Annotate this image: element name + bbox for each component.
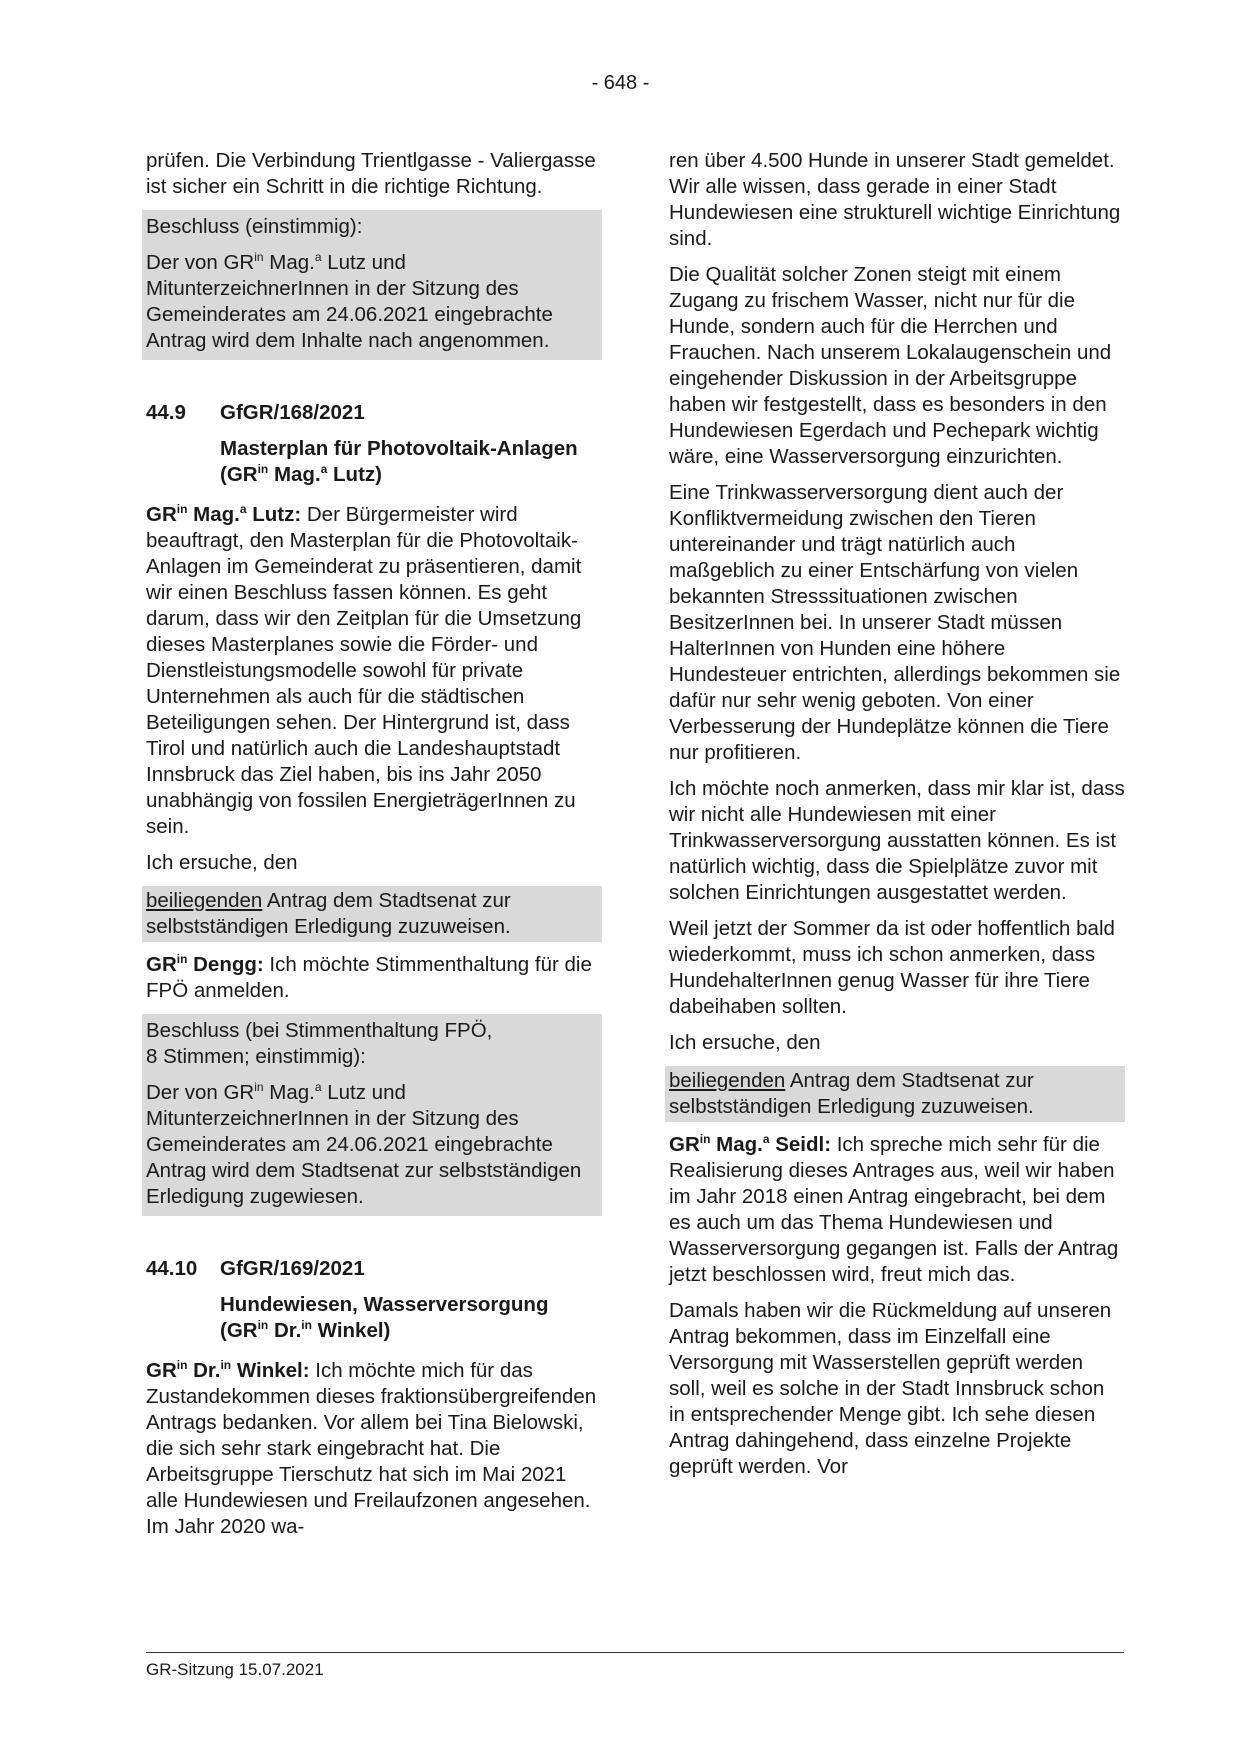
paragraph: Weil jetzt der Sommer da ist oder hoffentlich bald wiederkommt, muss ich schon anmerken, dass HundehalterInnen genug Wasser für ihre Tiere dabeihaben sollten. (669, 917, 1115, 1018)
resolution-title: Beschluss (einstimmig): (146, 215, 363, 238)
paragraph: ren über 4.500 Hunde in unserer Stadt gemeldet. Wir alle wissen, dass gerade in einer Stadt Hundewiesen eine strukturell wichtige Einrichtung sind. (669, 149, 1121, 250)
section-title: Hundewiesen, Wasserversorgung ($GR^{in}$ Dr.$^{in}$ Winkel) (220, 1293, 549, 1342)
section-number: 44.9 (146, 401, 186, 424)
footer-text: GR-Sitzung 15.07.2021 (146, 1660, 324, 1679)
motion-box: beiliegenden Antrag dem Stadtsenat zur selbstständigen Erledigung zuzuweisen. (142, 886, 602, 942)
speech-paragraph: $GR^{in}$ Dengg: Ich möchte Stimmenthaltung für die FPÖ anmelden. (146, 952, 592, 1002)
footer-divider (146, 1652, 1124, 1653)
left-column (146, 148, 602, 1550)
section-title: Masterplan für Photovoltaik-Anlagen ($GR^{in}$ Mag.$^a$ Lutz) (220, 437, 578, 486)
resolution-text: Der von $GR^{in}$ Mag.$^a$ Lutz und MitunterzeichnerInnen in der Sitzung des Gemeinderates am 24.06.2021 eingebrachte Antrag wird dem Stadtsenat zur selbstständigen Erledigung zugewiesen. (146, 1080, 582, 1208)
speaker-name: $GR^{in}$ Dr.$^{in}$ Winkel: (146, 1358, 310, 1382)
section-heading (146, 400, 602, 426)
resolution-title: Beschluss (bei Stimmenthaltung FPÖ, 8 Stimmen; einstimmig): (146, 1019, 493, 1068)
resolution-text: Der von $GR^{in}$ Mag.$^a$ Lutz und MitunterzeichnerInnen in der Sitzung des Gemeinderates am 24.06.2021 eingebrachte Antrag wird dem Inhalte nach angenommen. (146, 250, 553, 352)
section-heading (146, 1256, 602, 1282)
speech-paragraph: $GR^{in}$ Mag.$^a$ Seidl: Ich spreche mich sehr für die Realisierung dieses Antrages aus, weil wir haben im Jahr 2018 einen Antrag eingebracht, bei dem es auch um das Thema Hundewiesen und Wasserversorgung gegangen ist. Falls der Antrag jetzt beschlossen wird, freut mich das. (669, 1132, 1119, 1286)
request-intro: Ich ersuche, den (146, 851, 298, 874)
paragraph: Eine Trinkwasserversorgung dient auch der Konfliktvermeidung zwischen den Tieren untereinander und trägt natürlich auch maßgeblich zu einer Entschärfung von vielen bekannten Stresssituationen zwischen BesitzerInnen bei. In unserer Stadt müssen HalterInnen von Hunden eine höhere Hundesteuer entrichten, allerdings bekommen sie dafür nur sehr wenig geboten. Von einer Verbesserung der Hundeplätze können die Tiere nur profitieren. (669, 481, 1121, 764)
request-intro: Ich ersuche, den (669, 1031, 821, 1054)
motion-underlined: beiliegenden (146, 889, 263, 912)
speaker-name: $GR^{in}$ Dengg: (146, 952, 264, 976)
paragraph: Damals haben wir die Rückmeldung auf unseren Antrag bekommen, dass im Einzelfall eine Versorgung mit Wasserstellen geprüft werden soll, weil es solche in der Stadt Innsbruck schon in entsprechender Menge gibt. Ich sehe diesen Antrag dahingehend, dass einzelne Projekte geprüft werden. Vor (669, 1299, 1112, 1478)
paragraph: Die Qualität solcher Zonen steigt mit einem Zugang zu frischem Wasser, nicht nur für die Hunde, sondern auch für die Herrchen und Frauchen. Nach unserem Lokalaugenschein und eingehender Diskussion in der Arbeitsgruppe haben wir festgestellt, dass es besonders in den Hundewiesen Egerdach und Pechepark wichtig wäre, eine Wasserversorgung einzurichten. (669, 263, 1112, 468)
speaker-name: $GR^{in}$ Mag.$^a$ Seidl: (669, 1132, 832, 1156)
section-code: GfGR/168/2021 (220, 401, 365, 424)
right-column (669, 148, 1125, 1490)
section-code: GfGR/169/2021 (220, 1257, 365, 1280)
paragraph: Ich möchte noch anmerken, dass mir klar ist, dass wir nicht alle Hundewiesen mit einer Trinkwasserversorgung ausstatten können. Es ist natürlich wichtig, dass die Spielplätze zuvor mit solchen Einrichtungen ausgestattet werden. (669, 777, 1125, 904)
page-number: - 648 - (591, 72, 650, 94)
resolution-box (142, 1014, 602, 1216)
motion-underlined: beiliegenden (669, 1069, 786, 1092)
motion-box: beiliegenden Antrag dem Stadtsenat zur selbstständigen Erledigung zuzuweisen. (665, 1066, 1125, 1122)
speech-paragraph: $GR^{in}$ Mag.$^a$ Lutz: Der Bürgermeister wird beauftragt, den Masterplan für die Photovoltaik-Anlagen im Gemeinderat zu präsentieren, damit wir einen Beschluss fassen können. Es geht darum, dass wir den Zeitplan für die Umsetzung dieses Masterplanes sowie die Förder- und Dienstleistungsmodelle sowohl für private Unternehmen als auch für die städtischen Beteiligungen sehen. Der Hintergrund ist, dass Tirol und natürlich auch die Landeshauptstadt Innsbruck das Ziel haben, bis ins Jahr 2050 unabhängig von fossilen EnergieträgerInnen zu sein. (146, 502, 582, 838)
section-number: 44.10 (146, 1257, 198, 1280)
speaker-name: $GR^{in}$ Mag.$^a$ Lutz: (146, 502, 302, 526)
speech-paragraph: $GR^{in}$ Dr.$^{in}$ Winkel: Ich möchte mich für das Zustandekommen dieses fraktionsübergreifenden Antrags bedanken. Vor allem bei Tina Bielowski, die sich sehr stark eingebracht hat. Die Arbeitsgruppe Tierschutz hat sich im Mai 2021 alle Hundewiesen und Freilaufzonen angesehen. Im Jahr 2020 wa- (146, 1358, 597, 1538)
paragraph: prüfen. Die Verbindung Trientlgasse - Valiergasse ist sicher ein Schritt in die richtige Richtung. (146, 149, 596, 198)
resolution-box (142, 210, 602, 360)
